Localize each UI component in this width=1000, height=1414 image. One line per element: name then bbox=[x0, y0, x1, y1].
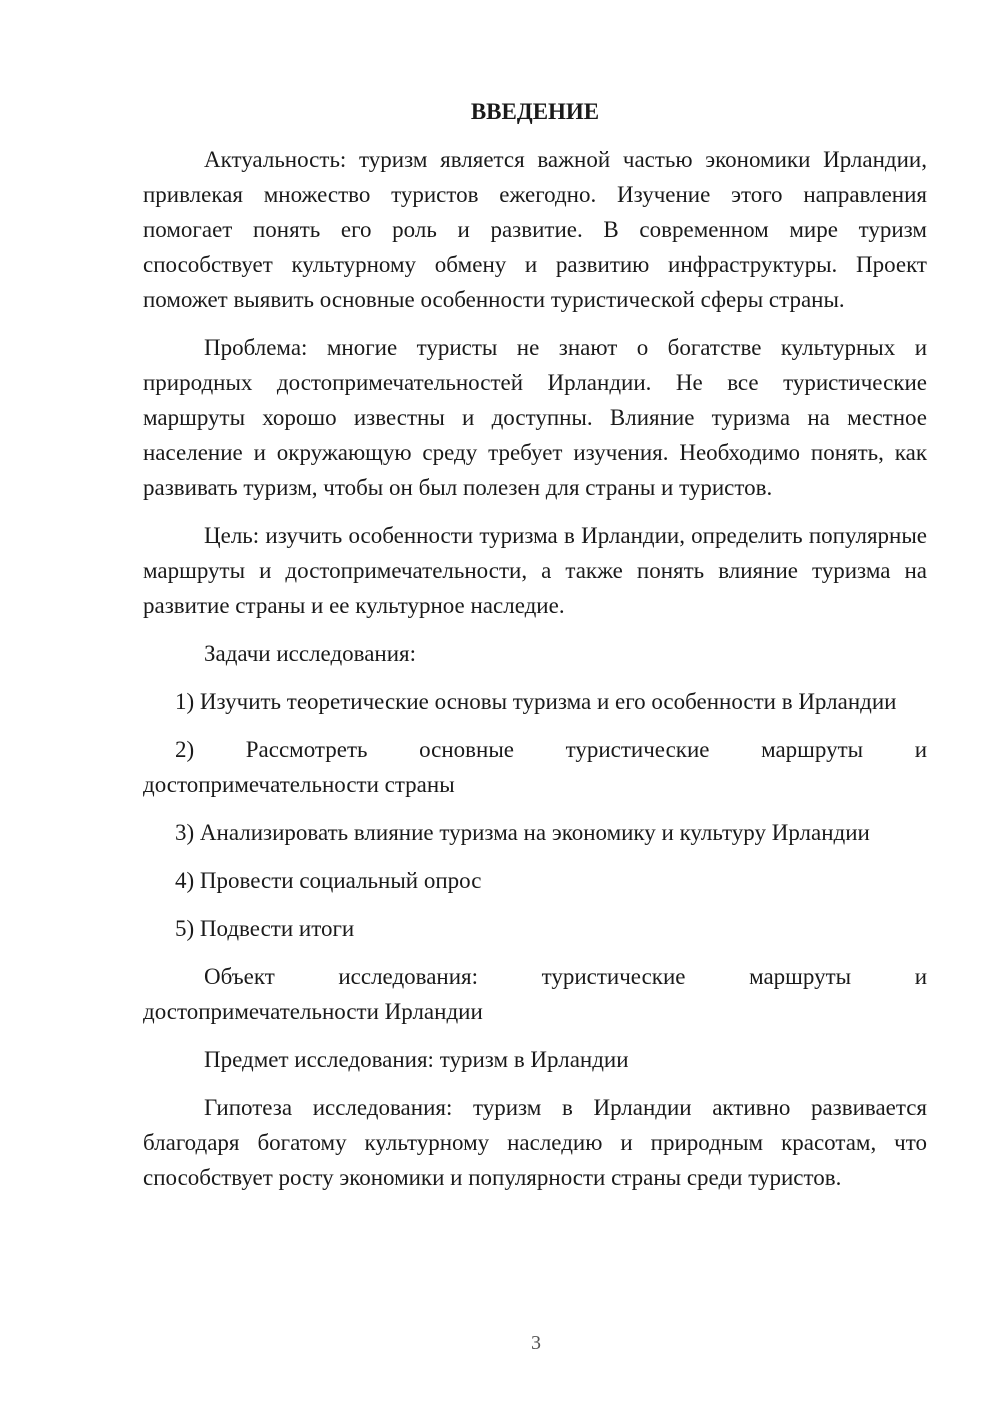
object-paragraph-line1: Объект исследования: туристические маршруты и bbox=[204, 964, 927, 989]
object-paragraph-line2: достопримечательности Ирландии bbox=[143, 999, 483, 1024]
task-item: 3) Анализировать влияние туризма на экономику и культуру Ирландии bbox=[175, 820, 870, 845]
hypothesis-paragraph: Гипотеза исследования: туризм в Ирландии активно развивается благодаря богатому культурному наследию и природным красотам, что способствует росту экономики и популярности страны среди туристов. bbox=[143, 1095, 927, 1190]
task-item: 2) Рассмотреть основные туристические маршруты и достопримечательности страны bbox=[143, 737, 927, 797]
section-heading: ВВЕДЕНИЕ bbox=[470, 99, 600, 124]
problem-paragraph: Проблема: многие туристы не знают о богатстве культурных и природных достопримечательностей Ирландии. Не все туристические маршруты хорошо известны и доступны. Влияние туризма на местное население и окружающую среду требует изучения. Необходимо понять, как развивать туризм, чтобы он был полезен для страны и туристов. bbox=[143, 335, 927, 500]
tasks-label: Задачи исследования: bbox=[204, 641, 417, 666]
task-item: 4) Провести социальный опрос bbox=[175, 868, 482, 893]
subject-paragraph: Предмет исследования: туризм в Ирландии bbox=[204, 1047, 629, 1072]
tasks-list bbox=[143, 684, 927, 946]
relevance-paragraph: Актуальность: туризм является важной частью экономики Ирландии, привлекая множество туристов ежегодно. Изучение этого направления помогает понять его роль и развитие. В современном мире туризм способствует культурному обмену и развитию инфраструктуры. Проект поможет выявить основные особенности туристической сферы страны. bbox=[143, 147, 927, 312]
task-item: 1) Изучить теоретические основы туризма и его особенности в Ирландии bbox=[175, 689, 897, 714]
page-number: 3 bbox=[531, 1332, 541, 1354]
page-content bbox=[143, 94, 927, 1208]
goal-paragraph: Цель: изучить особенности туризма в Ирландии, определить популярные маршруты и достопримечательности, а также понять влияние туризма на развитие страны и ее культурное наследие. bbox=[143, 523, 927, 618]
task-item: 5) Подвести итоги bbox=[175, 916, 355, 941]
